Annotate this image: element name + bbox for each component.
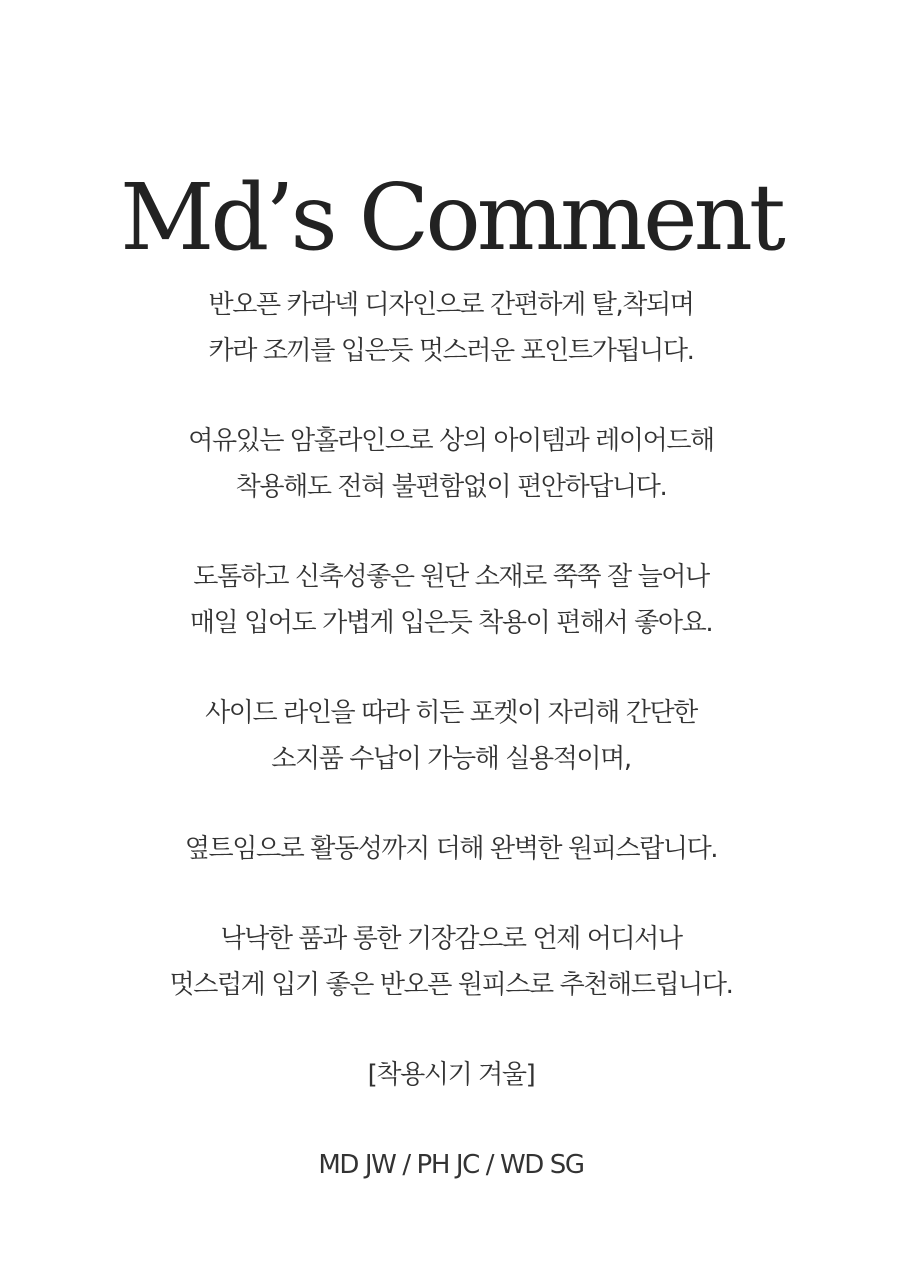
text-line: 도톰하고 신축성좋은 원단 소재로 쭉쭉 잘 늘어나 [193,562,709,592]
text-line: 매일 입어도 가볍게 입은듯 착용이 편해서 좋아요. [189,608,713,638]
paragraph-slit [0,826,902,872]
text-line: 사이드 라인을 따라 히든 포켓이 자리해 간단한 [205,698,697,728]
paragraph-season [0,1052,902,1098]
season-label: [착용시기 겨울] [367,1060,535,1090]
text-line: 반오픈 카라넥 디자인으로 간편하게 탈,착되며 [208,290,694,320]
paragraph-design [0,282,902,374]
text-line: 소지품 수납이 가능해 실용적이며, [271,744,631,774]
comment-body [0,282,902,1232]
paragraph-armhole [0,418,902,510]
text-line: 낙낙한 품과 롱한 기장감으로 언제 어디서나 [220,924,682,954]
text-line: 착용해도 전혀 불편함없이 편안하답니다. [235,472,667,502]
paragraph-credits [0,1142,902,1188]
credits-line: MD JW / PH JC / WD SG [318,1150,584,1180]
paragraph-pocket [0,690,902,782]
text-line: 옆트임으로 활동성까지 더해 완벽한 원피스랍니다. [184,834,718,864]
text-line: 카라 조끼를 입은듯 멋스러운 포인트가됩니다. [208,336,694,366]
text-line: 여유있는 암홀라인으로 상의 아이템과 레이어드해 [188,426,714,456]
text-line: 멋스럽게 입기 좋은 반오픈 원피스로 추천해드립니다. [169,970,733,1000]
paragraph-fabric [0,554,902,646]
page-title: Md’s Comment [120,163,782,271]
paragraph-fit [0,916,902,1008]
